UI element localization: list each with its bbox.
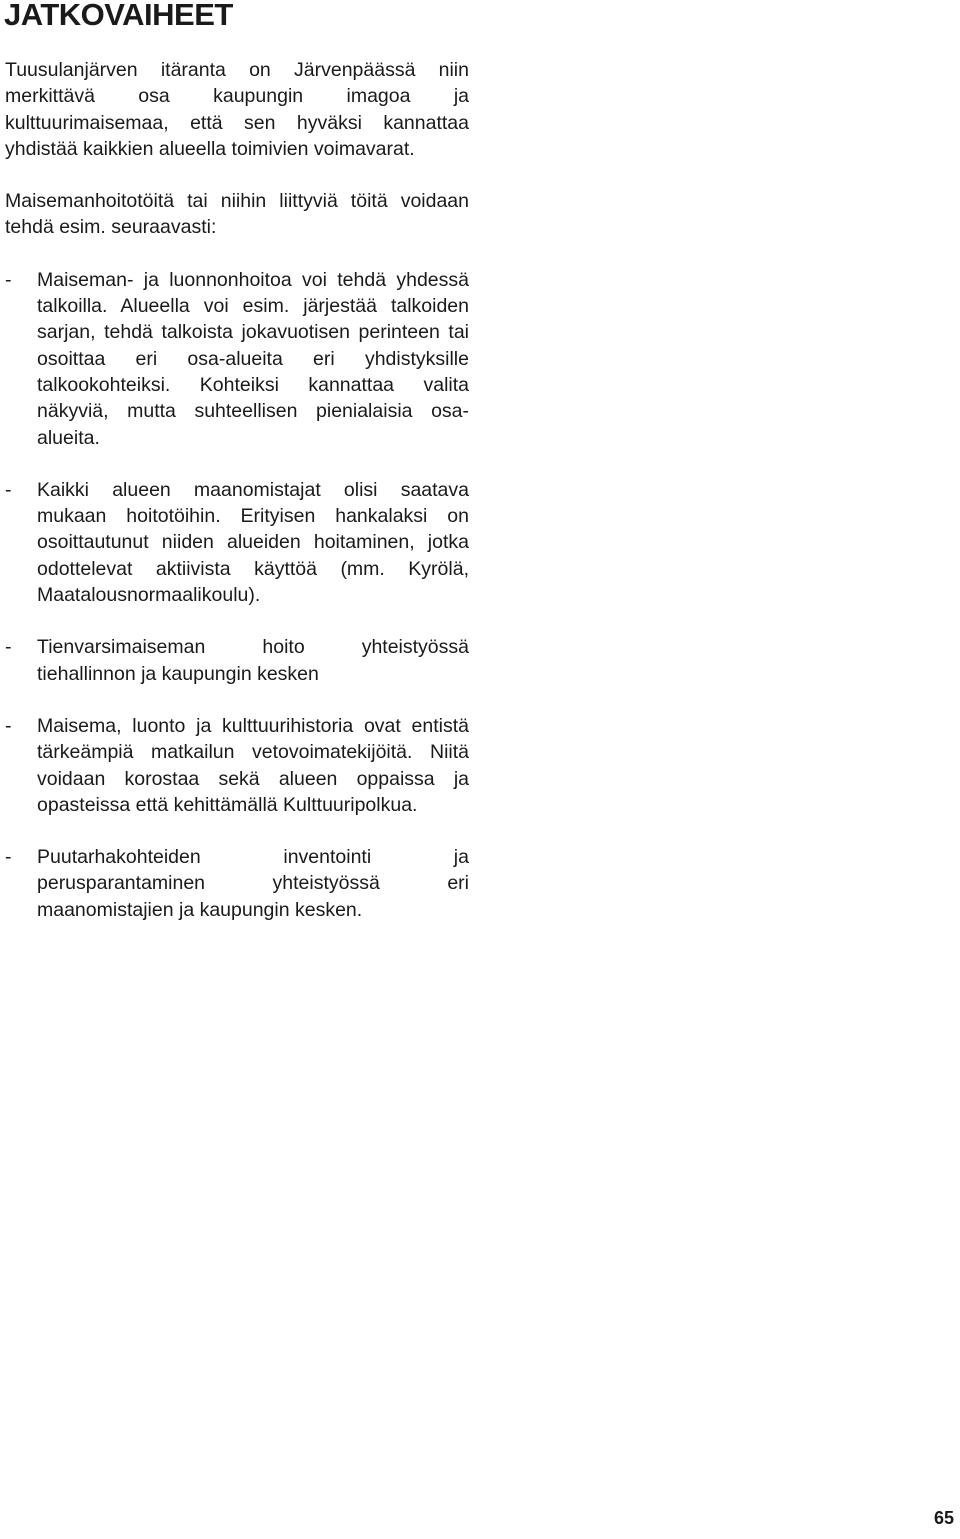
list-item-text: Tienvarsimaiseman hoito yhteistyössä tiehallinnon ja kaupungin kesken [37,636,469,685]
list-item [5,634,469,687]
bullet-dash: - [5,478,12,501]
list-item-text: Kaikki alueen maanomistajat olisi saatava mukaan hoitotöihin. Erityisen hankalaksi on osoittautunut niiden alueiden hoitaminen, jotka odottelevat aktiivista käyttöä (mm. Kyrölä, Maatalousnormaalikoulu). [37,478,469,607]
bullet-dash: - [5,846,12,869]
list-item [5,844,469,923]
page-title: JATKOVAIHEET [4,0,233,32]
list-item-text: Maiseman- ja luonnonhoitoa voi tehdä yhdessä talkoilla. Alueella voi esim. järjestää talkoiden sarjan, tehdä talkoista jokavuotisen perinteen tai osoittaa eri osa-alueita eri yhdistyksille talkookohteiksi. Kohteiksi kannattaa valita näkyviä, mutta suhteellisen pienialaisia osa-alueita. [37,268,469,449]
list-item [5,713,469,818]
list-item-text: Puutarhakohteiden inventointi ja perusparantaminen yhteistyössä eri maanomistajien ja kaupungin kesken. [37,846,469,921]
bullet-dash: - [5,714,12,737]
page-number: 65 [933,1508,954,1528]
bullet-dash: - [5,268,12,291]
intro-paragraph: Maisemanhoitotöitä tai niihin liittyviä töitä voidaan tehdä esim. seuraavasti: [5,190,469,239]
list-item-text: Maisema, luonto ja kulttuurihistoria ovat entistä tärkeämpiä matkailun vetovoimatekijöitä. Niitä voidaan korostaa sekä alueen oppaissa ja opasteissa että kehittämällä Kulttuuripolkua. [37,714,469,816]
intro-paragraph: Tuusulanjärven itäranta on Järvenpäässä niin merkittävä osa kaupungin imagoa ja kulttuurimaisemaa, että sen hyväksi kannattaa yhdistää kaikkien alueella toimivien voimavarat. [5,59,469,160]
list-item [5,267,469,451]
list-item [5,477,469,608]
body-text [5,57,469,949]
bullet-dash: - [5,636,12,659]
bullet-list [5,267,469,923]
